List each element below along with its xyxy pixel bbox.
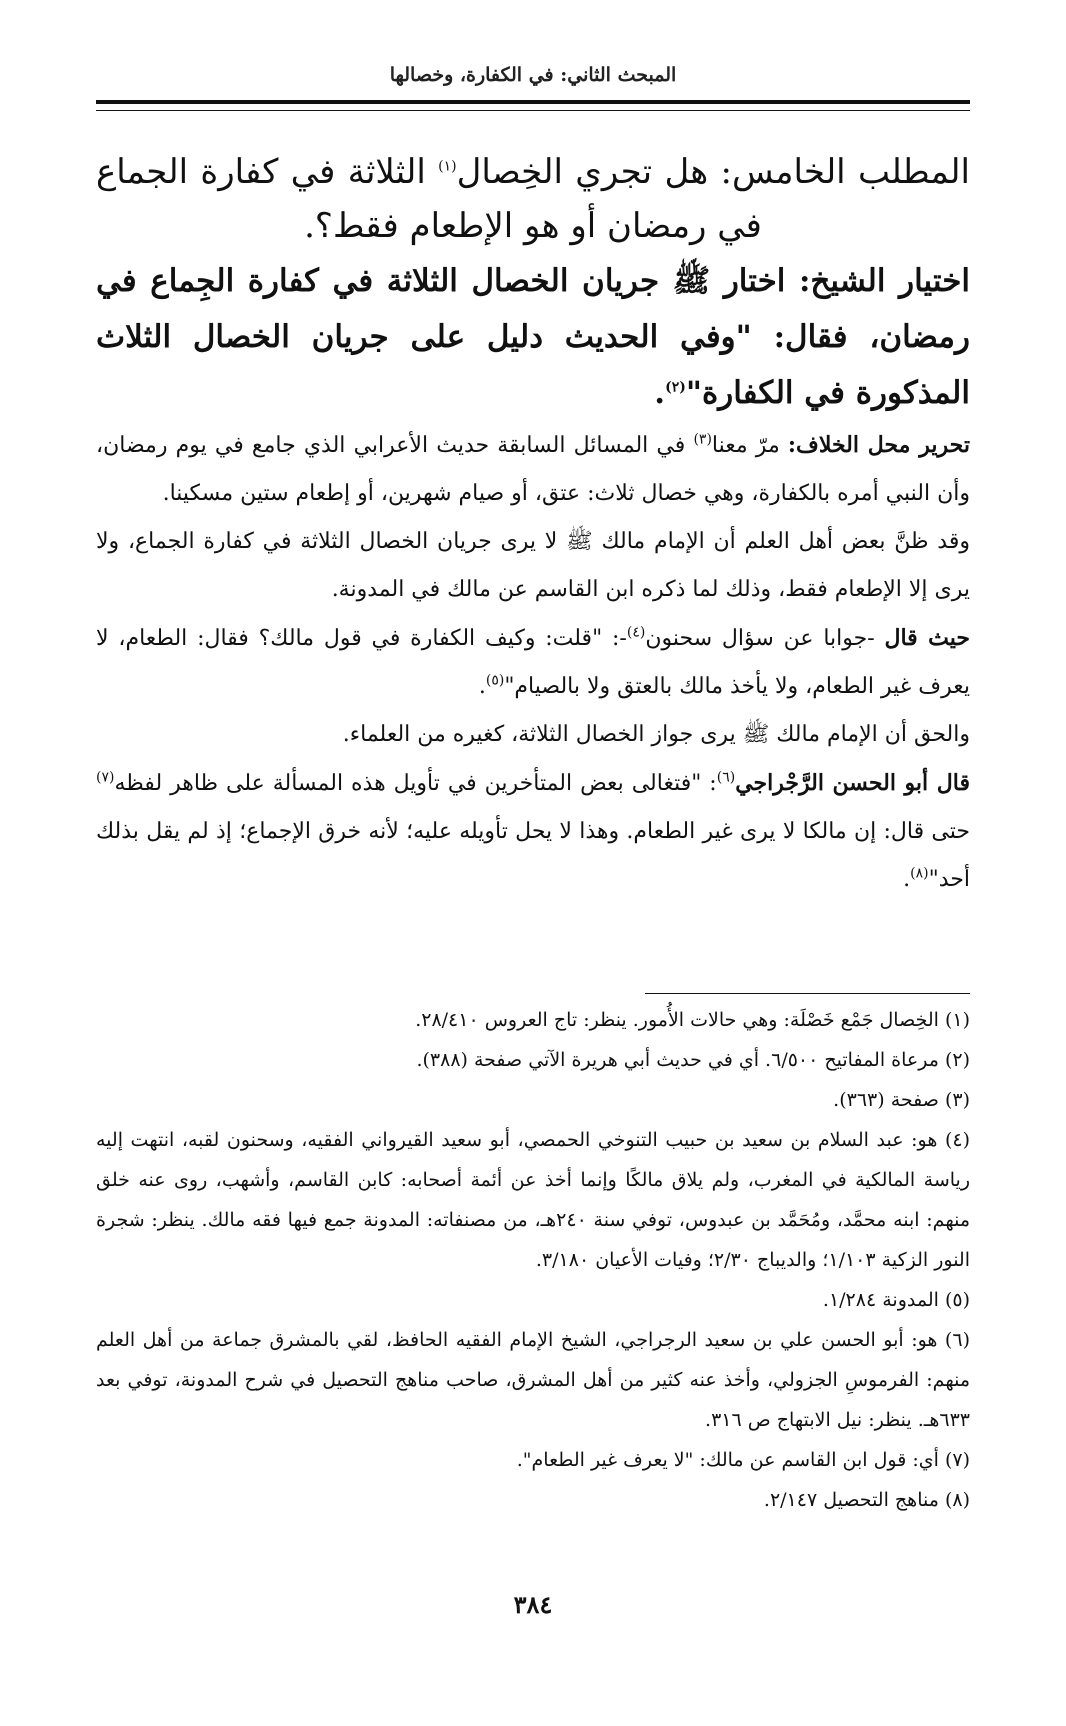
page-number: ٣٨٤ <box>513 1590 553 1619</box>
footnote-ref-6[interactable]: (٦) <box>716 769 736 786</box>
paragraph-truth: والحق أن الإمام مالك ﷺ يرى جواز الخصال الثلاثة، كغيره من العلماء. <box>342 722 970 747</box>
section-title <box>96 145 970 253</box>
footnote-ref-4[interactable]: (٤) <box>626 624 646 641</box>
footnote-8: (٨) مناهج التحصيل ٢/١٤٧. <box>763 1489 970 1511</box>
footnote-2: (٢) مرعاة المفاتيح ٦/٥٠٠. أي في حديث أبي هريرة الآتي صفحة (٣٨٨). <box>416 1049 970 1071</box>
footnote-7: (٧) أي: قول ابن القاسم عن مالك: "لا يعرف غير الطعام". <box>516 1449 970 1471</box>
opinion-end: . <box>654 375 666 411</box>
paragraph-text: -: "قلت: وكيف الكفارة في قول مالك؟ فقال: الطعام، لا يعرف غير الطعام، ولا يأخذ مالك بالعتق ولا بالصيام" <box>96 626 970 699</box>
footnotes <box>96 1000 970 1520</box>
footnote-ref-7[interactable]: (٧) <box>96 769 115 786</box>
paragraph-assumption: وقد ظنَّ بعض أهل العلم أن الإمام مالك ﷺ لا يرى جريان الخصال الثلاثة في كفارة الجماع، ولا يرى إلا الإطعام فقط، وذلك لما ذكره ابن القاسم عن مالك في المدونة. <box>96 529 970 602</box>
paragraph-text: في المسائل السابقة حديث الأعرابي الذي جامع في يوم رمضان، وأن النبي أمره بالكفارة، وهي خصال ثلاث: عتق، أو صيام شهرين، أو إطعام ستين مسكينا. <box>96 433 970 506</box>
header-rule-thin <box>96 110 970 111</box>
footnote-ref-3[interactable]: (٣) <box>693 431 712 448</box>
paragraph-lead: حيث قال <box>884 625 971 651</box>
section-title-text-2: الثلاثة في كفارة الجماع في رمضان أو هو الإطعام فقط؟. <box>96 152 762 246</box>
paragraph-text: مرّ معنا <box>711 433 788 458</box>
paragraph-text: حتى قال: إن مالكا لا يرى غير الطعام. وهذا لا يحل تأويله عليه؛ لأنه خرق الإجماع؛ إذ لم يقل بذلك أحد" <box>96 819 970 892</box>
opinion-text: اختيار الشيخ: اختار ﷺ جريان الخصال الثلاثة في كفارة الجِماع في رمضان، فقال: "وفي الحديث دليل على جريان الخصال الثلاث المذكورة في الكفارة" <box>96 263 970 411</box>
paragraph-text: : "فتغالى بعض المتأخرين في تأويل هذه المسألة على ظاهر لفظه <box>114 771 717 796</box>
footnote-5: (٥) المدونة ١/٢٨٤. <box>822 1289 970 1311</box>
paragraph-text: . <box>903 867 911 892</box>
paragraph-quote <box>96 614 970 711</box>
footnote-ref-5[interactable]: (٥) <box>485 672 505 689</box>
paragraph-text: -جوابا عن سؤال سحنون <box>645 626 885 651</box>
footnote-ref-2[interactable]: (٢) <box>665 379 686 396</box>
footnote-separator <box>645 993 970 994</box>
sheikh-opinion <box>96 253 970 421</box>
running-header: المبحث الثاني: في الكفارة، وخصالها <box>389 64 677 86</box>
paragraph-lead: تحرير محل الخلاف: <box>787 432 970 458</box>
footnote-1: (١) الخِصال جَمْع خَصْلَة: وهي حالات الأُمور. ينظر: تاج العروس ٢٨/٤١٠. <box>415 1009 970 1031</box>
paragraph-dispute <box>96 421 970 518</box>
footnote-ref-1[interactable]: (١) <box>438 158 457 175</box>
footnote-ref-8[interactable]: (٨) <box>910 865 929 882</box>
footnote-6: (٦) هو: أبو الحسن علي بن سعيد الرجراجي، الشيخ الإمام الفقيه الحافظ، لقي بالمشرق جماعة من أهل العلم منهم: الفرموسِ الجزولي، وأخذ عنه كثير من أهل المشرق، صاحب مناهج التحصيل في شرح المدونة، توفي بعد ٦٣٣هـ. ينظر: نيل الابتهاج ص ٣١٦. <box>96 1329 970 1431</box>
paragraph-lead: قال أبو الحسن الرَّجْراجي <box>735 770 970 796</box>
paragraph-rajraji <box>96 759 970 904</box>
footnote-3: (٣) صفحة (٣٦٣). <box>833 1089 970 1111</box>
header-rule-thick <box>96 100 970 104</box>
main-text <box>96 145 970 904</box>
paragraph-text: . <box>478 674 486 699</box>
footnote-4: (٤) هو: عبد السلام بن سعيد بن حبيب التنوخي الحمصي، أبو سعيد القيرواني الفقيه، وسحنون لقبه، انتهت إليه رياسة المالكية في المغرب، ولم يلاق مالكًا وإنما أخذ عن أئمة أصحابه: كابن القاسم، وأشهب، روى عنه خلق منهم: ابنه محمَّد، ومُحَمَّد بن عبدوس، توفي سنة ٢٤٠هـ، من مصنفاته: المدونة جمع فيها فقه مالك. ينظر: شجرة النور الزكية ١/١٠٣؛ والديباج ٢/٣٠؛ وفيات الأعيان ٣/١٨٠. <box>96 1129 970 1271</box>
section-title-text: المطلب الخامس: هل تجري الخِصال <box>456 152 970 192</box>
